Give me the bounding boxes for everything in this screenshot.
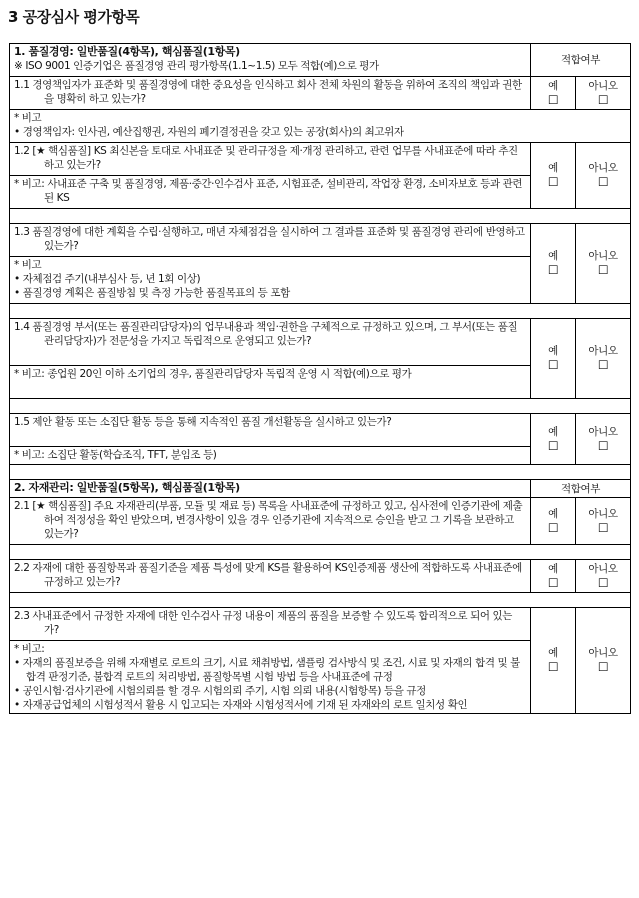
answer-yes-1-1[interactable]: 예 ☐ xyxy=(531,77,576,110)
page-title: 3 공장심사 평가항목 xyxy=(8,8,140,26)
question-row-1-3 xyxy=(10,224,631,257)
answer-yes-2-2[interactable]: 예 ☐ xyxy=(531,560,576,593)
question-row-1-5 xyxy=(10,414,631,447)
question-1-1: 1.1 경영책임자가 표준화 및 품질경영에 대한 중요성을 인식하고 회사 전체 차원의 활동을 위하여 조직의 책임과 권한을 명확히 하고 있는가? xyxy=(14,79,522,105)
note-1-3-a: • 자체점검 주기(내부심사 등, 년 1회 이상) xyxy=(14,273,201,285)
answer-header: 적합여부 xyxy=(531,480,631,498)
answer-yes-1-2[interactable]: 예 ☐ xyxy=(531,143,576,209)
question-row-2-3 xyxy=(10,608,631,641)
answer-yes-1-3[interactable]: 예 ☐ xyxy=(531,224,576,304)
question-1-4: 1.4 품질경영 부서(또는 품질관리담당자)의 업무내용과 책임·권한을 구체적으로 규정하고 있으며, 그 부서(또는 품질관리담당자)가 전문성을 가지고 독립적으로 운영되고 있는가? xyxy=(14,321,518,347)
checkbox-yes-1-5[interactable]: ☐ xyxy=(547,438,559,453)
checkbox-no-1-4[interactable]: ☐ xyxy=(597,358,609,372)
question-2-3: 2.3 사내표준에서 규정한 자재에 대한 인수검사 규정 내용이 제품의 품질을 보증할 수 있도록 합리적으로 되어 있는가? xyxy=(14,610,512,636)
checkbox-no-1-3[interactable]: ☐ xyxy=(597,263,609,277)
checkbox-no-1-5[interactable]: ☐ xyxy=(597,438,609,453)
question-row-1-1 xyxy=(10,77,631,110)
spacer-row xyxy=(10,545,631,560)
note-1-2: * 비고: 사내표준 구축 및 품질경영, 제품·중간·인수검사 표준, 시험표준, 설비관리, 작업장 환경, 소비자보호 등과 관련된 KS xyxy=(14,178,523,204)
checkbox-no-2-2[interactable]: ☐ xyxy=(597,575,609,590)
answer-no-1-1[interactable]: 아니오 ☐ xyxy=(576,77,631,110)
section-1-heading: 1. 품질경영: 일반품질(4항목), 핵심품질(1항목) xyxy=(14,45,240,58)
answer-no-1-3[interactable]: 아니오 ☐ xyxy=(576,224,631,304)
checkbox-no-2-3[interactable]: ☐ xyxy=(597,660,609,674)
section-2-header-row xyxy=(10,480,631,498)
answer-no-2-1[interactable]: 아니오 ☐ xyxy=(576,498,631,545)
question-2-2: 2.2 자재에 대한 품질항목과 품질기준을 제품 특성에 맞게 KS를 활용하여 KS인증제품 생산에 적합하도록 사내표준에 규정하고 있는가? xyxy=(14,562,522,588)
note-1-1: • 경영책임자: 인사권, 예산집행권, 자원의 폐기결정권을 갖고 있는 공장(회사)의 최고위자 xyxy=(14,126,404,138)
answer-yes-1-5[interactable]: 예 ☐ xyxy=(531,414,576,465)
answer-yes-2-3[interactable]: 예 ☐ xyxy=(531,608,576,714)
answer-no-1-4[interactable]: 아니오 ☐ xyxy=(576,319,631,399)
spacer-row xyxy=(10,304,631,319)
spacer-row xyxy=(10,465,631,480)
answer-no-2-2[interactable]: 아니오 ☐ xyxy=(576,560,631,593)
checkbox-yes-1-4[interactable]: ☐ xyxy=(547,358,559,372)
checkbox-yes-1-1[interactable]: ☐ xyxy=(547,92,559,107)
answer-no-1-5[interactable]: 아니오 ☐ xyxy=(576,414,631,465)
question-1-2: 1.2 [★ 핵심품질] KS 최신본을 토대로 사내표준 및 관리규정을 제·개정 관리하고, 관련 업무를 사내표준에 따라 추진하고 있는가? xyxy=(14,145,518,171)
section-2-heading: 2. 자재관리: 일반품질(5항목), 핵심품질(1항목) xyxy=(14,481,240,494)
note-2-3-head: * 비고: xyxy=(14,643,45,655)
note-1-3-head: * 비고 xyxy=(14,259,42,271)
note-1-5: * 비고: 소집단 활동(학습조직, TFT, 분임조 등) xyxy=(14,449,217,461)
checkbox-yes-1-3[interactable]: ☐ xyxy=(547,263,559,277)
spacer-row xyxy=(10,209,631,224)
section-1-note: ※ ISO 9001 인증기업은 품질경영 관리 평가항목(1.1~1.5) 모두 적합(예)으로 평가 xyxy=(14,60,379,72)
spacer-row xyxy=(10,399,631,414)
question-1-5: 1.5 제안 활동 또는 소집단 활동 등을 통해 지속적인 품질 개선활동을 실시하고 있는가? xyxy=(14,416,392,428)
note-2-3-a: • 자재의 품질보증을 위해 자재별로 로트의 크기, 시료 채취방법, 샘플링 검사방식 및 조건, 시료 및 자재의 합격 및 불합격 판정기준, 불합격 로트의 처리방법, 품질항목별 시험 방법 등을 사내표준에 규정 xyxy=(14,657,520,683)
spacer-row xyxy=(10,593,631,608)
answer-yes-1-4[interactable]: 예 ☐ xyxy=(531,319,576,399)
question-row-1-2 xyxy=(10,143,631,176)
question-row-2-1 xyxy=(10,498,631,545)
checkbox-yes-2-2[interactable]: ☐ xyxy=(547,575,559,590)
note-2-3-c: • 자재공급업체의 시험성적서 활용 시 입고되는 자재와 시험성적서에 기재 된 자재와의 로트 일치성 확인 xyxy=(14,699,468,711)
checkbox-no-1-1[interactable]: ☐ xyxy=(597,92,609,107)
question-row-2-2 xyxy=(10,560,631,593)
section-1-header-row xyxy=(10,44,631,77)
question-1-3: 1.3 품질경영에 대한 계획을 수립·실행하고, 매년 자체점검을 실시하여 그 결과를 표준화 및 품질경영 관리에 반영하고 있는가? xyxy=(14,226,525,252)
checkbox-no-1-2[interactable]: ☐ xyxy=(597,175,609,189)
evaluation-table xyxy=(9,43,631,714)
checkbox-no-2-1[interactable]: ☐ xyxy=(597,520,609,535)
note-1-4: * 비고: 종업원 20인 이하 소기업의 경우, 품질관리담당자 독립적 운영 시 적합(예)으로 평가 xyxy=(14,368,412,380)
checkbox-yes-2-1[interactable]: ☐ xyxy=(547,520,559,535)
note-2-3-b: • 공인시험·검사기관에 시험의뢰를 할 경우 시험의뢰 주기, 시험 의뢰 내용(시험항목) 등을 규정 xyxy=(14,685,426,697)
note-1-3-b: • 품질경영 계획은 품질방침 및 측정 가능한 품질목표의 등 포함 xyxy=(14,287,290,299)
answer-no-2-3[interactable]: 아니오 ☐ xyxy=(576,608,631,714)
note-1-1-head: * 비고 xyxy=(14,112,42,124)
answer-yes-2-1[interactable]: 예 ☐ xyxy=(531,498,576,545)
checkbox-yes-2-3[interactable]: ☐ xyxy=(547,660,559,674)
note-row-1-1 xyxy=(10,110,631,143)
question-row-1-4 xyxy=(10,319,631,366)
answer-header: 적합여부 xyxy=(531,44,631,77)
question-2-1: 2.1 [★ 핵심품질] 주요 자재관리(부품, 모듈 및 재료 등) 목록을 사내표준에 규정하고 있고, 심사전에 인증기관에 제출하여 적정성을 확인 받았으며, 변경사항이 있을 경우 인증기관에 지속적으로 승인을 받고 그 기록을 보관하고 있는가? xyxy=(14,500,523,540)
answer-no-1-2[interactable]: 아니오 ☐ xyxy=(576,143,631,209)
checkbox-yes-1-2[interactable]: ☐ xyxy=(547,175,559,189)
